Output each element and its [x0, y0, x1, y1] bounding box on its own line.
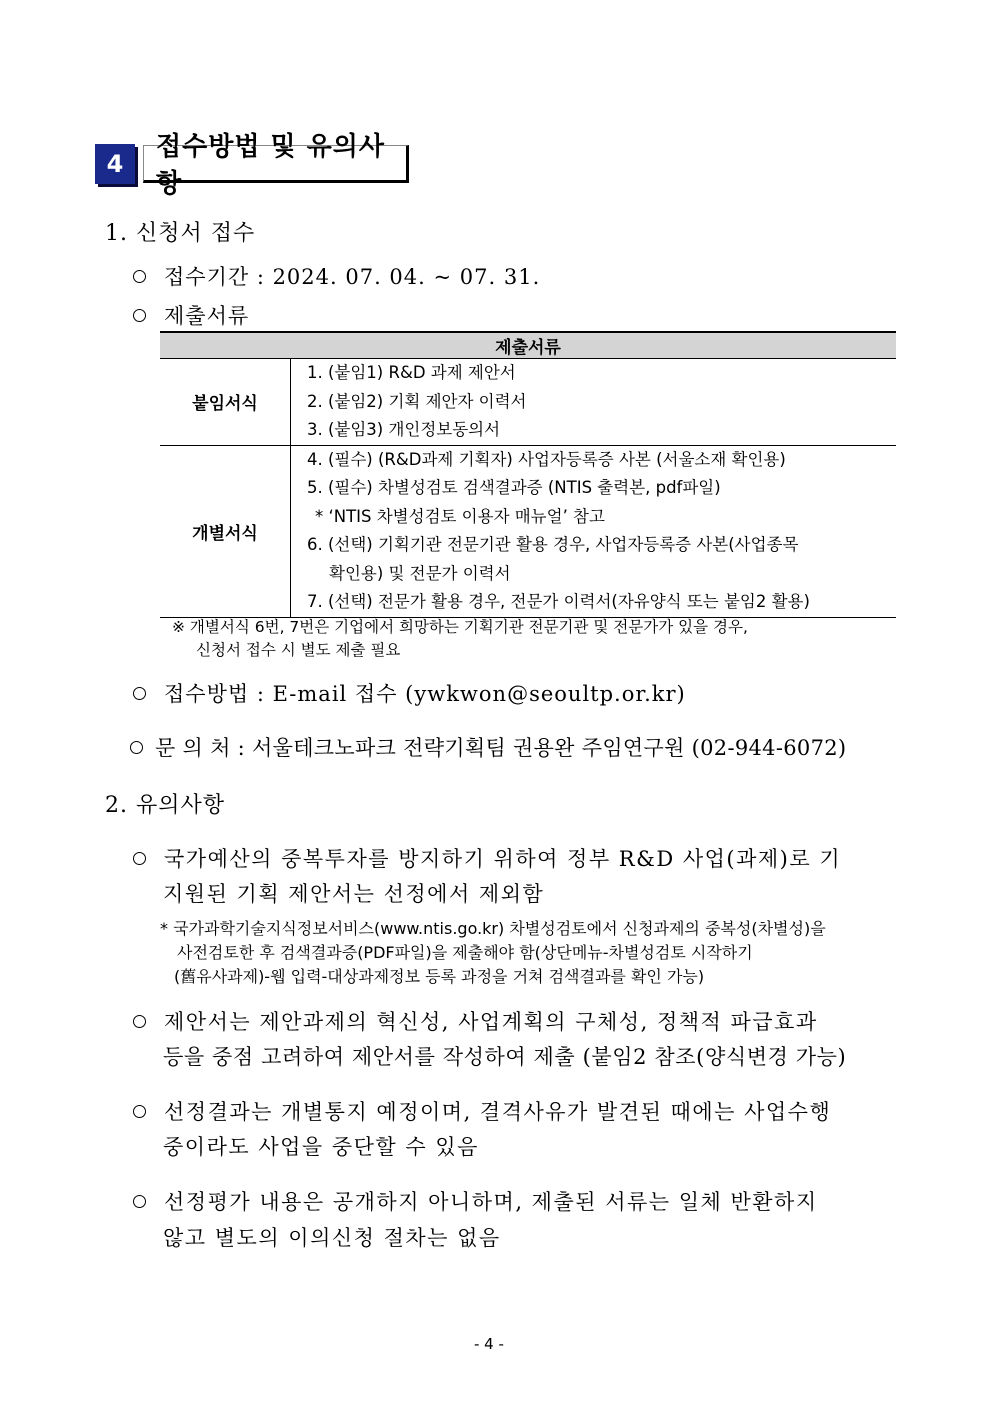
page-number: - 4 - — [474, 1335, 504, 1353]
list-item: 6. (선택) 기획기관 전문기관 활용 경우, 사업자등록증 사본(사업종목 — [307, 535, 799, 554]
list-item: 3. (붙임3) 개인정보동의서 — [307, 420, 501, 439]
circle-bullet-icon — [133, 309, 146, 322]
notice-1-note2: 사전검토한 후 검색결과증(PDF파일)을 제출해야 함(상단메뉴-차별성검토 시작하기 — [177, 943, 753, 962]
table-row — [160, 359, 896, 446]
table-header: 제출서류 — [160, 332, 896, 359]
section-title: 접수방법 및 유의사항 — [143, 145, 409, 183]
notice-4-line1: 선정평가 내용은 공개하지 아니하며, 제출된 서류는 일체 반환하지 — [133, 1186, 818, 1216]
notice-1-line1: 국가예산의 중복투자를 방지하기 위하여 정부 R&D 사업(과제)로 기 — [133, 843, 841, 873]
notice-3-line2: 중이라도 사업을 중단할 수 있음 — [163, 1135, 479, 1159]
notice-1-line2: 지원된 기획 제안서는 선정에서 제외함 — [163, 882, 545, 906]
documents-table — [160, 331, 896, 618]
circle-bullet-icon — [133, 1105, 146, 1118]
circle-bullet-icon — [133, 1015, 146, 1028]
notice-4-line2: 않고 별도의 이의신청 절차는 없음 — [163, 1226, 501, 1250]
list-item: 1. (붙임1) R&D 과제 제안서 — [307, 363, 516, 382]
circle-bullet-icon — [133, 852, 146, 865]
category-cell: 붙임서식 — [160, 359, 291, 446]
contact-line: 문 의 처 : 서울테크노파크 전략기획팀 권용완 주임연구원 (02-944-6072) — [130, 732, 846, 762]
table-note-line2: 신청서 접수 시 별도 제출 필요 — [196, 641, 401, 659]
notice-1-note1: * 국가과학기술지식정보서비스(www.ntis.go.kr) 차별성검토에서 신청과제의 중복성(차별성)을 — [160, 919, 826, 938]
items-cell — [291, 445, 897, 617]
period-line: 접수기간 : 2024. 07. 04. ~ 07. 31. — [133, 261, 540, 291]
list-item-continuation: 확인용) 및 전문가 이력서 — [329, 563, 511, 583]
section-number-badge: 4 — [95, 144, 135, 184]
circle-bullet-icon — [130, 741, 143, 754]
method-line: 접수방법 : E-mail 접수 (ywkwon@seoultp.or.kr) — [133, 678, 686, 708]
table-row — [160, 445, 896, 617]
sub2-heading: 2. 유의사항 — [105, 793, 225, 818]
docs-label-line: 제출서류 — [133, 300, 249, 330]
category-cell: 개별서식 — [160, 445, 291, 617]
circle-bullet-icon — [133, 687, 146, 700]
notice-1-note3: (舊유사과제)-웹 입력-대상과제정보 등록 과정을 거쳐 검색결과를 확인 가능) — [174, 967, 705, 986]
list-item: 2. (붙임2) 기획 제안자 이력서 — [307, 391, 527, 411]
notice-2-line2: 등을 중점 고려하여 제안서를 작성하여 제출 (붙임2 참조(양식변경 가능) — [163, 1045, 847, 1069]
table-note-line1: ※ 개별서식 6번, 7번은 기업에서 희망하는 기획기관 전문기관 및 전문가가 있을 경우, — [172, 618, 748, 636]
list-item: 7. (선택) 전문가 활용 경우, 전문가 이력서(자유양식 또는 붙임2 활용) — [307, 592, 810, 611]
list-item: 4. (필수) (R&D과제 기획자) 사업자등록증 사본 (서울소재 확인용) — [307, 449, 786, 469]
circle-bullet-icon — [133, 270, 146, 283]
sub1-heading: 1. 신청서 접수 — [105, 221, 256, 246]
items-cell — [291, 359, 897, 446]
notice-3-line1: 선정결과는 개별통지 예정이며, 결격사유가 발견된 때에는 사업수행 — [133, 1096, 831, 1126]
notice-2-line1: 제안서는 제안과제의 혁신성, 사업계획의 구체성, 정책적 파급효과 — [133, 1006, 818, 1036]
list-item: 5. (필수) 차별성검토 검색결과증 (NTIS 출력본, pdf파일) — [307, 478, 721, 497]
circle-bullet-icon — [133, 1195, 146, 1208]
list-item-note: * ‘NTIS 차별성검토 이용자 매뉴얼’ 참고 — [315, 506, 605, 526]
